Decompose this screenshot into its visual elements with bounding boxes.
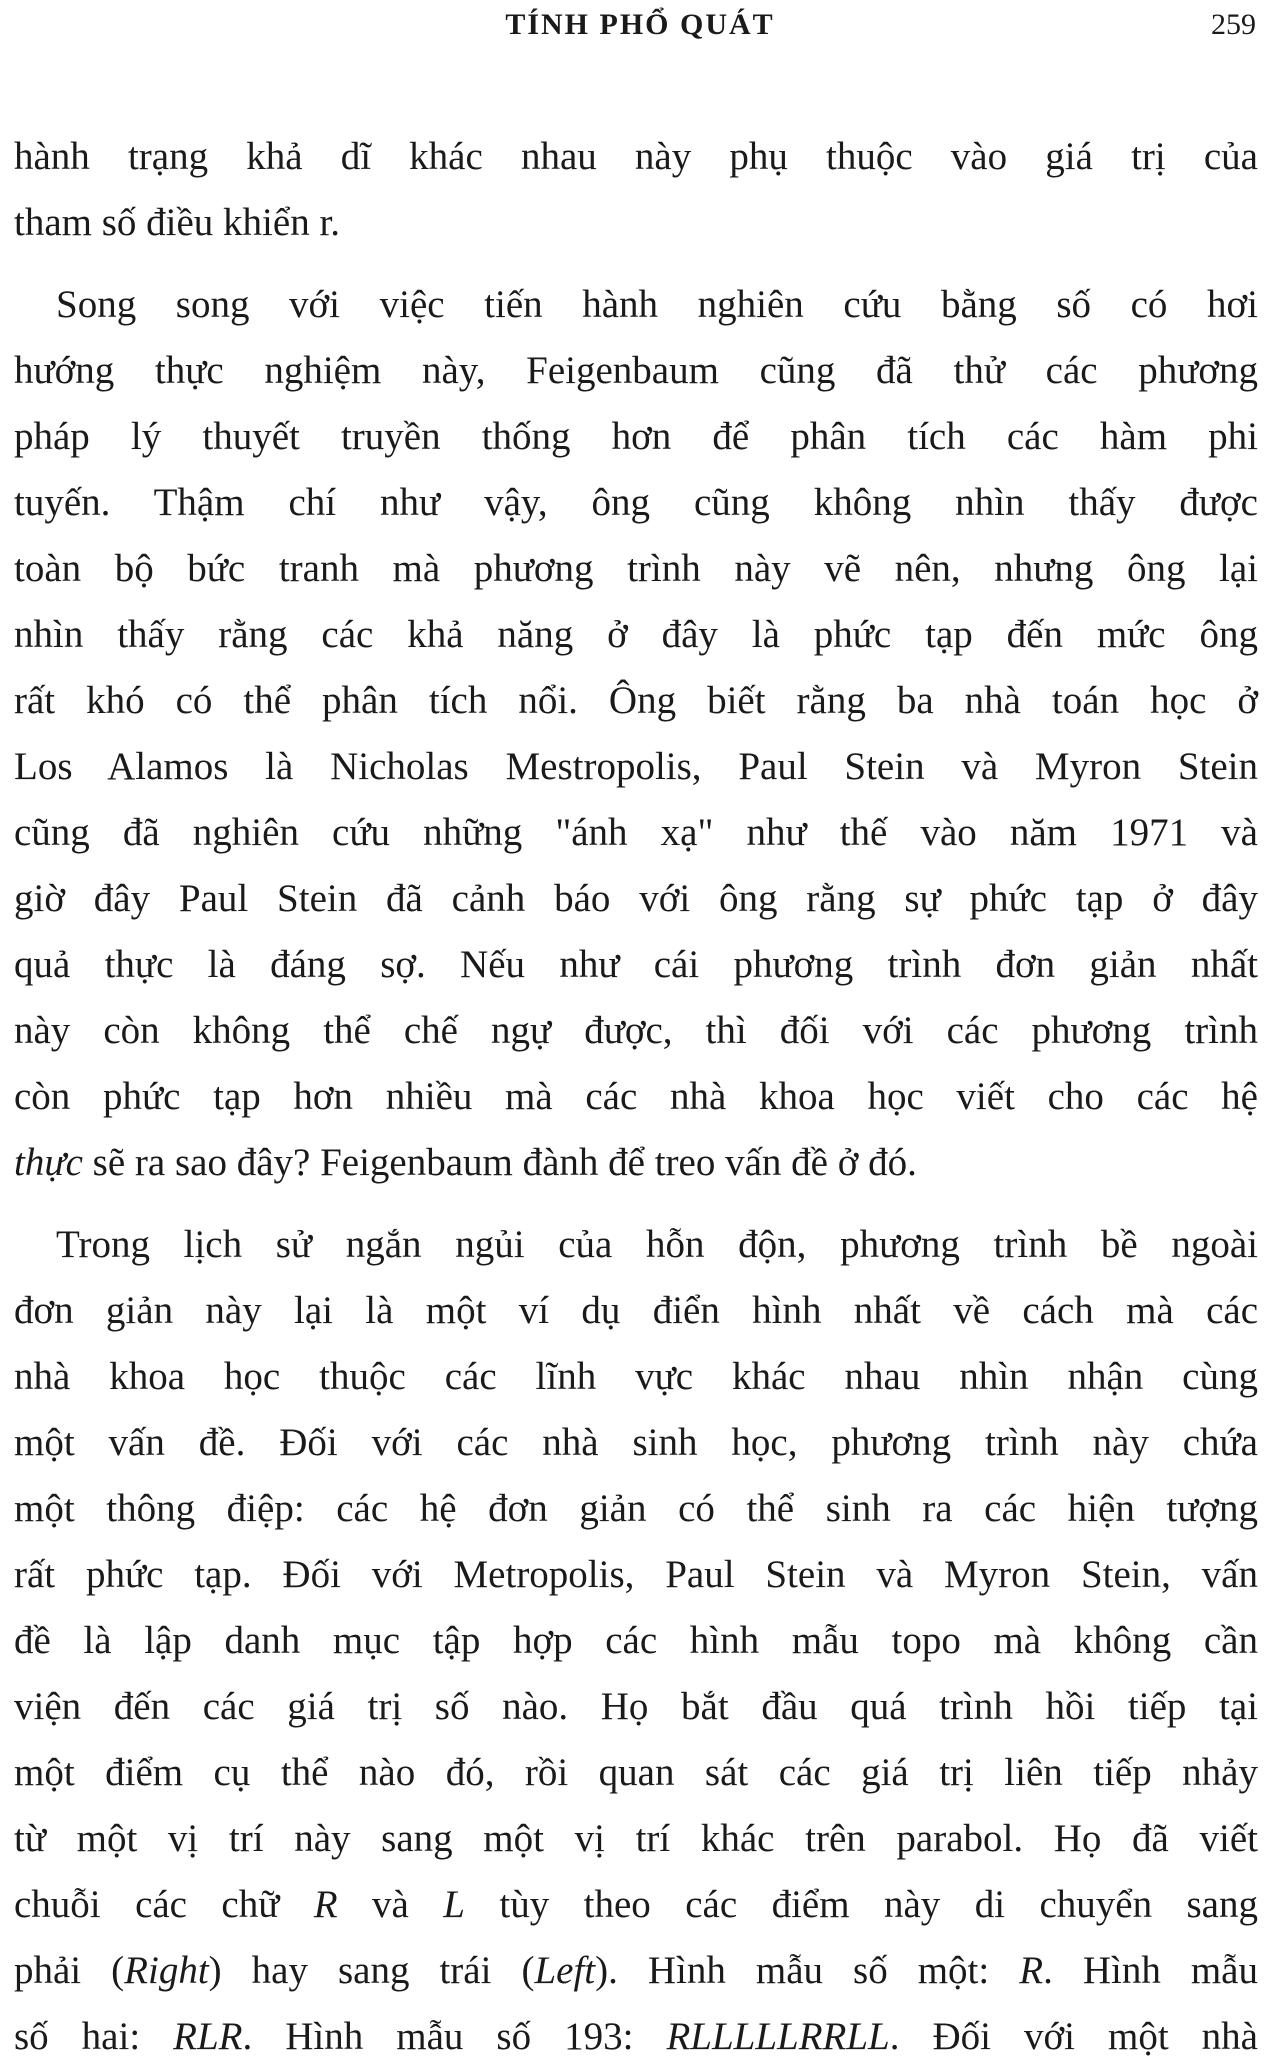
italic-pattern: RLLLLLRRLL [666,2015,890,2058]
text-fragment: . Hình mẫu số 193: [242,2015,667,2058]
text-line: viện đến các giá trị số nào. Họ bắt đầu quá trình hồi tiếp tại [14,1685,1258,1728]
paragraph-1 [14,124,1258,256]
text-line: một thông điệp: các hệ đơn giản có thể sinh ra các hiện tượng [14,1487,1258,1530]
text-line: rất khó có thể phân tích nổi. Ông biết rằng ba nhà toán học ở [14,679,1258,722]
text-fragment: . Đối với một nhà [889,2015,1258,2058]
text-fragment: số hai: [14,2015,174,2058]
text-line: một vấn đề. Đối với các nhà sinh học, phương trình này chứa [14,1421,1258,1464]
text-fragment: ). Hình mẫu số một: [595,1949,1020,1992]
italic-word: Right [124,1949,209,1992]
italic-word: Left [534,1949,596,1992]
italic-letter: R [1019,1949,1044,1992]
text-line: tham số điều khiển r. [14,201,341,244]
text-line: tuyến. Thậm chí như vậy, ông cũng không nhìn thấy được [14,481,1258,524]
text-line: đề là lập danh mục tập hợp các hình mẫu topo mà không cần [14,1619,1258,1662]
text-fragment: sẽ ra sao đây? Feigenbaum đành để treo vấn đề ở đó. [92,1141,917,1184]
italic-letter: R [313,1883,338,1926]
text-fragment: phải ( [14,1949,125,1992]
italic-letter: L [443,1883,465,1926]
text-line [14,2004,1258,2070]
text-fragment: tùy theo các điểm này di chuyển sang [464,1883,1258,1926]
italic-word: thực [14,1141,83,1184]
text-line: Los Alamos là Nicholas Mestropolis, Paul Stein và Myron Stein [14,745,1258,788]
text-fragment: chuỗi các chữ [14,1883,314,1926]
text-line: toàn bộ bức tranh mà phương trình này vẽ nên, nhưng ông lại [14,547,1258,590]
text-line: quả thực là đáng sợ. Nếu như cái phương trình đơn giản nhất [14,943,1258,986]
paragraph-2 [14,272,1258,1196]
text-line: nhà khoa học thuộc các lĩnh vực khác nhau nhìn nhận cùng [14,1355,1258,1398]
text-fragment: ) hay sang trái ( [208,1949,535,1992]
text-line: hướng thực nghiệm này, Feigenbaum cũng đã thử các phương [14,349,1258,392]
text-line: này còn không thể chế ngự được, thì đối với các phương trình [14,1009,1258,1052]
text-line [14,1938,1258,2004]
text-line: giờ đây Paul Stein đã cảnh báo với ông rằng sự phức tạp ở đây [14,877,1258,920]
text-line: đơn giản này lại là một ví dụ điển hình nhất về cách mà các [14,1289,1258,1332]
body-text [14,124,1258,2070]
paragraph-3 [14,1212,1258,2070]
text-line [14,1130,1258,1196]
text-line: pháp lý thuyết truyền thống hơn để phân tích các hàm phi [14,415,1258,458]
text-line: Song song với việc tiến hành nghiên cứu bằng số có hơi [56,283,1258,326]
text-fragment: và [337,1883,444,1926]
italic-pattern: RLR [173,2015,243,2058]
chapter-title: TÍNH PHỔ QUÁT [505,8,775,41]
text-fragment: . Hình mẫu [1043,1949,1258,1992]
text-line: rất phức tạp. Đối với Metropolis, Paul Stein và Myron Stein, vấn [14,1553,1258,1596]
text-line: còn phức tạp hơn nhiều mà các nhà khoa học viết cho các hệ [14,1075,1258,1118]
text-line: hành trạng khả dĩ khác nhau này phụ thuộc vào giá trị của [14,135,1258,178]
text-line: từ một vị trí này sang một vị trí khác trên parabol. Họ đã viết [14,1817,1258,1860]
text-line: cũng đã nghiên cứu những "ánh xạ" như thế vào năm 1971 và [14,811,1258,854]
text-line [14,1872,1258,1938]
text-line: Trong lịch sử ngắn ngủi của hỗn độn, phương trình bề ngoài [56,1223,1258,1266]
running-header [0,8,1280,48]
text-line: một điểm cụ thể nào đó, rồi quan sát các giá trị liên tiếp nhảy [14,1751,1258,1794]
text-line: nhìn thấy rằng các khả năng ở đây là phức tạp đến mức ông [14,613,1258,656]
page-number: 259 [1211,8,1256,41]
